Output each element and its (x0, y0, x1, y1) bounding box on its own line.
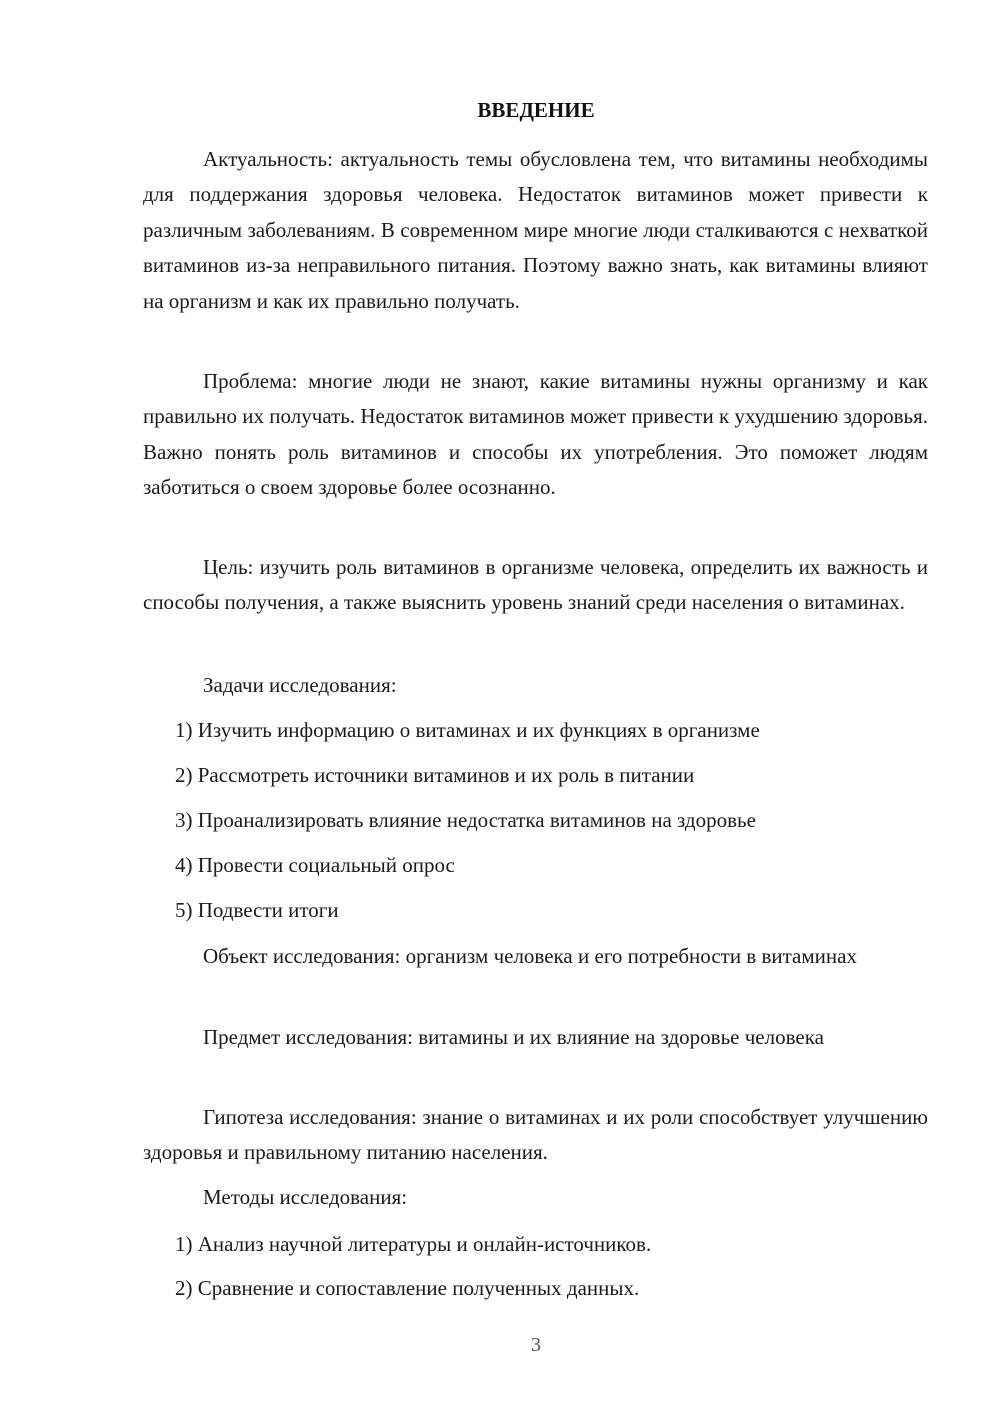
task-item-2: 2) Рассмотреть источники витаминов и их роль в питании (175, 763, 695, 787)
method-item-1: 1) Анализ научной литературы и онлайн-источников. (175, 1232, 652, 1256)
relevance-paragraph: Актуальность: актуальность темы обусловлена тем, что витамины необходимы для поддержания здоровья человека. Недостаток витаминов может привести к различным заболеваниям. В современном мире многие люди сталкиваются с нехваткой витаминов из-за неправильного питания. Поэтому важно знать, как витамины влияют на организм и как их правильно получать. (143, 147, 928, 313)
task-item-5: 5) Подвести итоги (175, 898, 339, 922)
task-item-1: 1) Изучить информацию о витаминах и их функциях в организме (175, 718, 760, 742)
task-item-3: 3) Проанализировать влияние недостатка витаминов на здоровье (175, 808, 756, 832)
object-paragraph: Объект исследования: организм человека и его потребности в витаминах (203, 944, 857, 968)
tasks-heading: Задачи исследования: (203, 673, 397, 697)
hypothesis-paragraph: Гипотеза исследования: знание о витаминах и их роли способствует улучшению здоровья и правильному питанию населения. (143, 1105, 928, 1165)
method-item-2: 2) Сравнение и сопоставление полученных данных. (175, 1276, 640, 1300)
goal-paragraph: Цель: изучить роль витаминов в организме человека, определить их важность и способы получения, а также выяснить уровень знаний среди населения о витаминах. (143, 555, 928, 615)
subject-paragraph: Предмет исследования: витамины и их влияние на здоровье человека (203, 1025, 824, 1049)
section-title: ВВЕДЕНИЕ (477, 98, 595, 122)
problem-paragraph: Проблема: многие люди не знают, какие витамины нужны организму и как правильно их получать. Недостаток витаминов может привести к ухудшению здоровья. Важно понять роль витаминов и способы их употребления. Это поможет людям заботиться о своем здоровье более осознанно. (143, 369, 928, 500)
methods-heading: Методы исследования: (203, 1185, 408, 1209)
task-item-4: 4) Провести социальный опрос (175, 853, 455, 877)
page-number: 3 (531, 1334, 541, 1356)
